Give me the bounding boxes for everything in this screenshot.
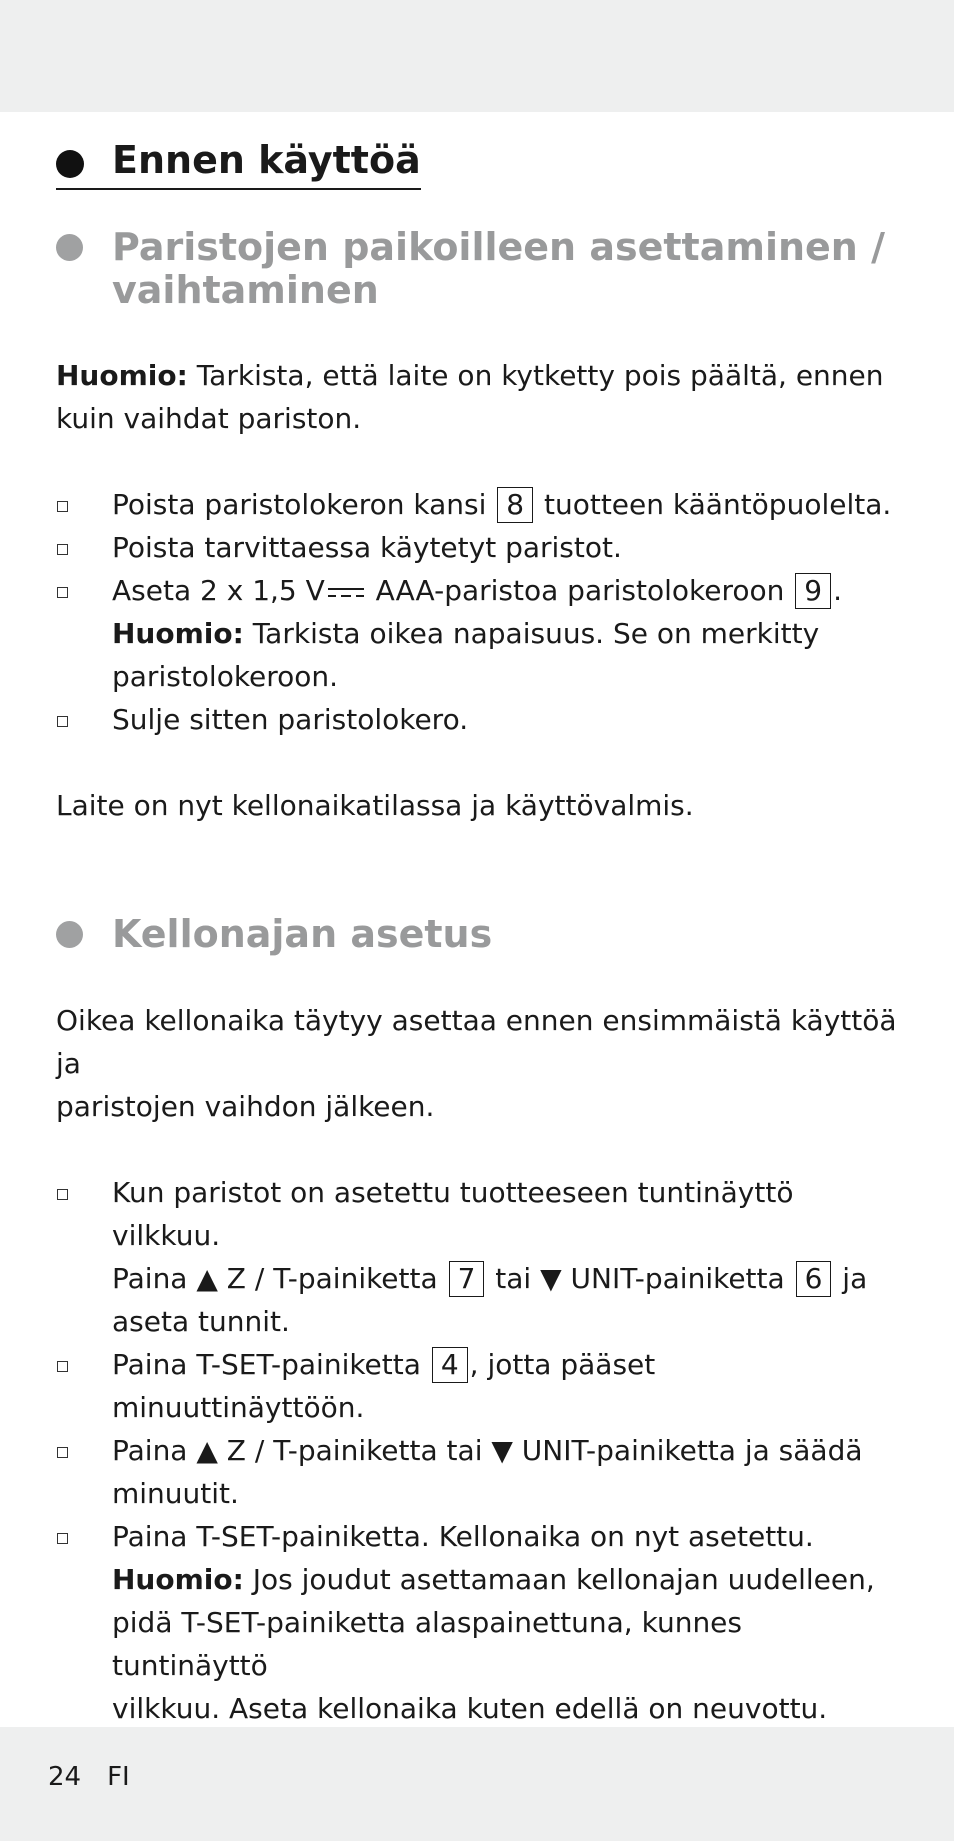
step-text: Paina T-SET-painiketta <box>112 1348 430 1381</box>
section1-title-line2: vaihtaminen <box>112 268 379 312</box>
checkbox-square-icon <box>57 501 68 512</box>
checkbox-square-icon <box>57 716 68 727</box>
section1-title-line1: Paristojen paikoilleen asettaminen / <box>112 225 885 269</box>
note-label: Huomio: <box>56 359 188 392</box>
step-text: tai ▼ UNIT-painiketta <box>486 1262 794 1295</box>
note-label: Huomio: <box>112 617 244 650</box>
list-item <box>56 569 906 698</box>
section2-intro <box>56 999 906 1128</box>
dc-symbol-icon <box>327 585 365 599</box>
bullet-dot-icon <box>56 150 84 178</box>
list-item <box>56 483 906 526</box>
step-text: Aseta 2 x 1,5 V <box>112 574 325 607</box>
checkbox-square-icon <box>57 544 68 555</box>
step-text: . <box>833 574 842 607</box>
page-content <box>56 138 906 1730</box>
list-item <box>56 1515 906 1730</box>
checkbox-square-icon <box>57 587 68 598</box>
step-text: Paina T-SET-painiketta. Kellonaika on nyt asetettu. <box>112 1520 814 1553</box>
note-text: paristolokeroon. <box>112 660 339 693</box>
section2-steps <box>56 1171 906 1730</box>
part-ref-4: 4 <box>432 1347 468 1383</box>
checkbox-square-icon <box>57 1447 68 1458</box>
section1-title <box>56 226 906 312</box>
step-text: Poista tarvittaessa käytetyt paristot. <box>112 531 622 564</box>
step-text: Paina ▲ Z / T-painiketta <box>112 1262 447 1295</box>
language-code: FI <box>107 1762 130 1792</box>
step-text: Kun paristot on asetettu tuotteeseen tuntinäyttö vilkkuu. <box>112 1176 794 1252</box>
list-item <box>56 1429 906 1515</box>
part-ref-7: 7 <box>449 1261 485 1297</box>
checkbox-square-icon <box>57 1189 68 1200</box>
heading-main <box>56 138 421 190</box>
list-item <box>56 1343 906 1429</box>
step-text: tuotteen kääntöpuolelta. <box>535 488 892 521</box>
list-item <box>56 698 906 741</box>
bullet-dot-icon <box>56 921 83 948</box>
part-ref-6: 6 <box>796 1261 832 1297</box>
section2-title-text: Kellonajan asetus <box>112 912 493 956</box>
note-text-1: Tarkista, että laite on kytketty pois päältä, ennen <box>187 359 884 392</box>
checkbox-square-icon <box>57 1533 68 1544</box>
step-text: minuutit. <box>112 1477 239 1510</box>
page-footer <box>48 1760 156 1794</box>
step-text: AAA-paristoa paristolokeroon <box>366 574 794 607</box>
section1-closing: Laite on nyt kellonaikatilassa ja käyttövalmis. <box>56 789 694 822</box>
step-text: , jotta pääset minuuttinäyttöön. <box>112 1348 656 1424</box>
note-text: pidä T-SET-painiketta alaspainettuna, kunnes tuntinäyttö <box>112 1606 742 1682</box>
list-item <box>56 526 906 569</box>
top-band <box>0 0 954 112</box>
step-text: Poista paristolokeron kansi <box>112 488 496 521</box>
checkbox-square-icon <box>57 1361 68 1372</box>
page-number: 24 <box>48 1762 82 1792</box>
step-text: Sulje sitten paristolokero. <box>112 703 469 736</box>
part-ref-8: 8 <box>497 487 533 523</box>
section1-note <box>56 354 906 440</box>
heading-main-text: Ennen käyttöä <box>112 138 421 182</box>
step-text: Paina ▲ Z / T-painiketta tai ▼ UNIT-painiketta ja säädä <box>112 1434 863 1467</box>
bullet-dot-icon <box>56 234 83 261</box>
step-text: ja <box>833 1262 868 1295</box>
note-label: Huomio: <box>112 1563 244 1596</box>
note-text-2: kuin vaihdat pariston. <box>56 402 362 435</box>
section2-title <box>56 913 906 956</box>
intro-text-1: Oikea kellonaika täytyy asettaa ennen ensimmäistä käyttöä ja <box>56 1004 897 1080</box>
step-text: aseta tunnit. <box>112 1305 290 1338</box>
list-item <box>56 1171 906 1343</box>
note-text: Jos joudut asettamaan kellonajan uudelleen, <box>243 1563 875 1596</box>
note-text: vilkkuu. Aseta kellonaika kuten edellä on neuvottu. <box>112 1692 828 1725</box>
section1-steps <box>56 483 906 741</box>
intro-text-2: paristojen vaihdon jälkeen. <box>56 1090 435 1123</box>
part-ref-9: 9 <box>795 573 831 609</box>
note-text: Tarkista oikea napaisuus. Se on merkitty <box>243 617 820 650</box>
